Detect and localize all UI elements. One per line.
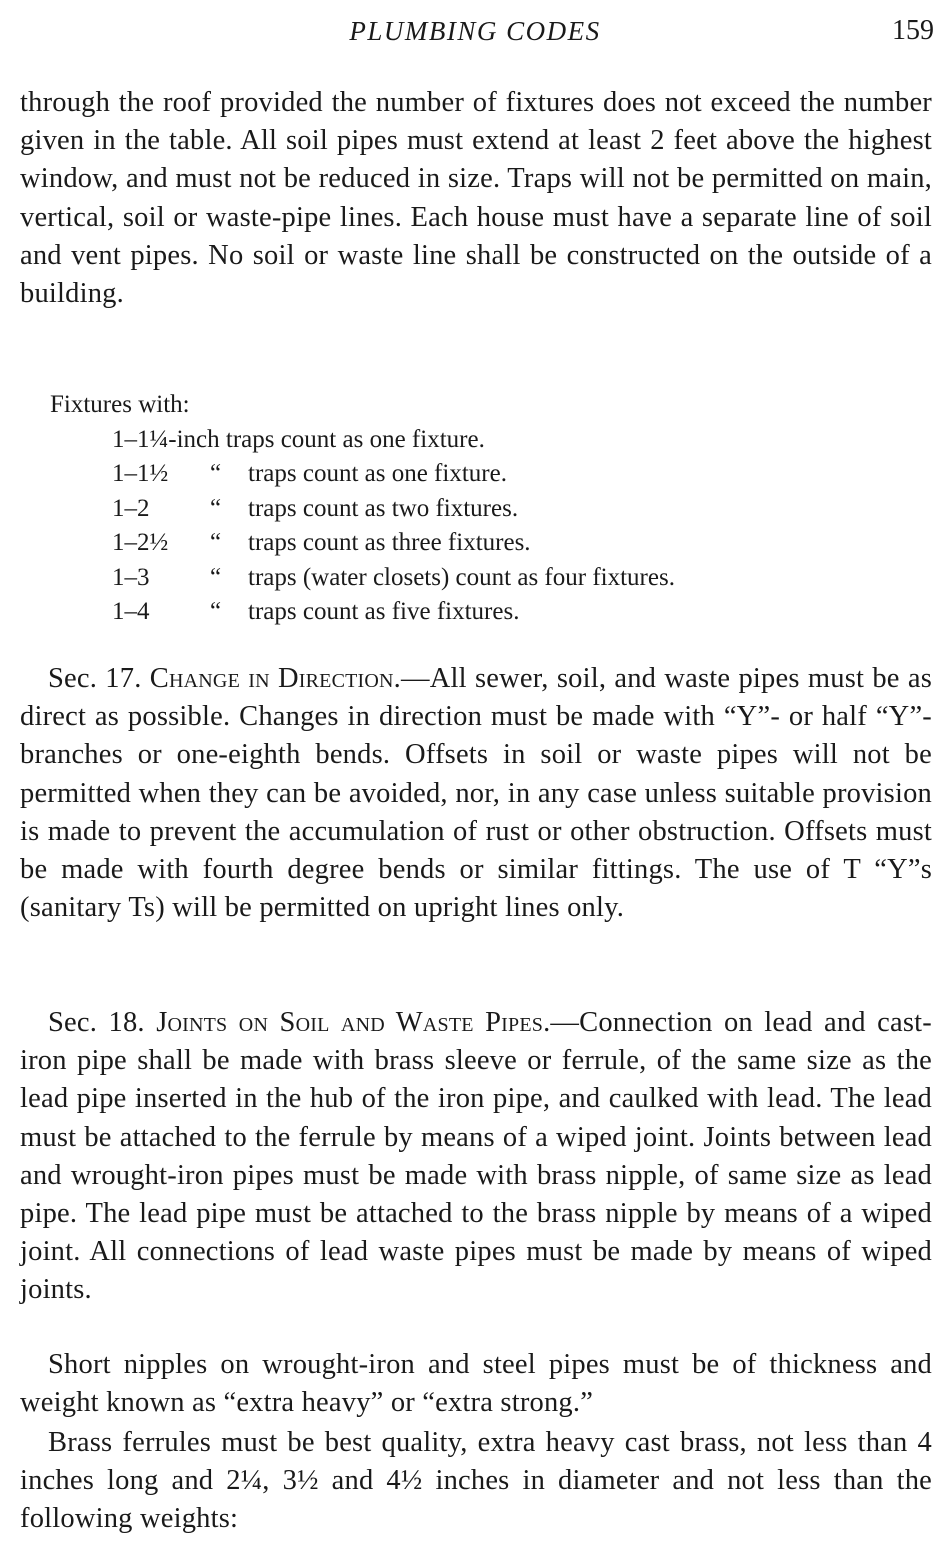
section-heading: Change in Direction. <box>149 663 401 694</box>
trap-size: 1–2 <box>112 494 150 522</box>
ditto-mark: “ <box>210 460 222 487</box>
section-17 <box>20 660 932 927</box>
fixtures-row <box>50 561 910 596</box>
fixture-count-text: traps count as five fixtures. <box>248 598 520 625</box>
fixtures-table <box>50 388 910 630</box>
fixtures-row <box>50 595 910 630</box>
fixture-count-text: traps count as one fixture. <box>248 460 507 487</box>
fixtures-row <box>50 423 910 458</box>
section-heading: Joints on Soil and Waste Pipes. <box>156 1007 551 1038</box>
ditto-mark: “ <box>210 494 222 522</box>
fixtures-row <box>50 492 910 527</box>
section-number: Sec. 18. <box>48 1007 145 1038</box>
page-number: 159 <box>892 15 934 46</box>
fixtures-row <box>50 457 910 492</box>
paragraph-short-nipples: Short nipples on wrought-iron and steel pipes must be of thickness and weight known as “extra heavy” or “extra strong.” <box>20 1349 932 1419</box>
trap-size: 1–2½ <box>112 529 169 556</box>
fixtures-row <box>50 526 910 561</box>
ditto-mark: “ <box>210 529 222 556</box>
fixture-count-text: traps (water closets) count as four fixtures. <box>248 563 675 591</box>
trap-size: 1–4 <box>112 598 150 625</box>
trap-size: 1–1½ <box>112 460 169 487</box>
fixture-count-text: traps count as two fixtures. <box>248 494 519 522</box>
section-text: —All sewer, soil, and waste pipes must be as direct as possible. Changes in direction must be made with “Y”- or half “Y”-branches or one-eighth bends. Offsets in soil or waste pipes will not be permitted when they can be avoided, nor, in any case unless suitable provision is made to prevent the accumulation of rust or other obstruction. Offsets must be made with fourth degree bends or similar fittings. The use of T “Y”s (sanitary Ts) will be permitted on upright lines only. <box>20 663 933 924</box>
fixture-count-text: traps count as three fixtures. <box>248 529 531 556</box>
paragraph-brass-ferrules: Brass ferrules must be best quality, extra heavy cast brass, not less than 4 inches long and 2¼, 3½ and 4½ inches in diameter and not less than the following weights: <box>20 1427 932 1535</box>
ditto-mark: “ <box>210 598 222 625</box>
section-number: Sec. 17. <box>48 663 142 694</box>
running-title: PLUMBING CODES <box>349 16 601 46</box>
section-text: —Connection on lead and cast-iron pipe shall be made with brass sleeve or ferrule, of the same size as the lead pipe inserted in the hub of the iron pipe, and caulked with lead. The lead must be attached to the ferrule by means of a wiped joint. Joints between lead and wrought-iron pipes must be made with brass nipple, of same size as lead pipe. The lead pipe must be attached to the brass nipple by means of a wiped joint. All connections of lead waste pipes must be made by means of wiped joints. <box>20 1007 932 1306</box>
paragraph-soil-pipes: through the roof provided the number of fixtures does not exceed the number given in the table. All soil pipes must extend at least 2 feet above the highest window, and must not be reduced in size. Traps will not be permitted on main, vertical, soil or waste-pipe lines. Each house must have a separate line of soil and vent pipes. No soil or waste line shall be constructed on the outside of a building. <box>20 87 932 310</box>
fixtures-table-title: Fixtures with: <box>50 391 190 418</box>
page-header <box>0 12 950 48</box>
section-18 <box>20 1004 932 1310</box>
trap-size: 1–3 <box>112 563 150 591</box>
ditto-mark: “ <box>210 563 222 591</box>
fixtures-row-text: 1–1¼-inch traps count as one fixture. <box>112 425 485 453</box>
